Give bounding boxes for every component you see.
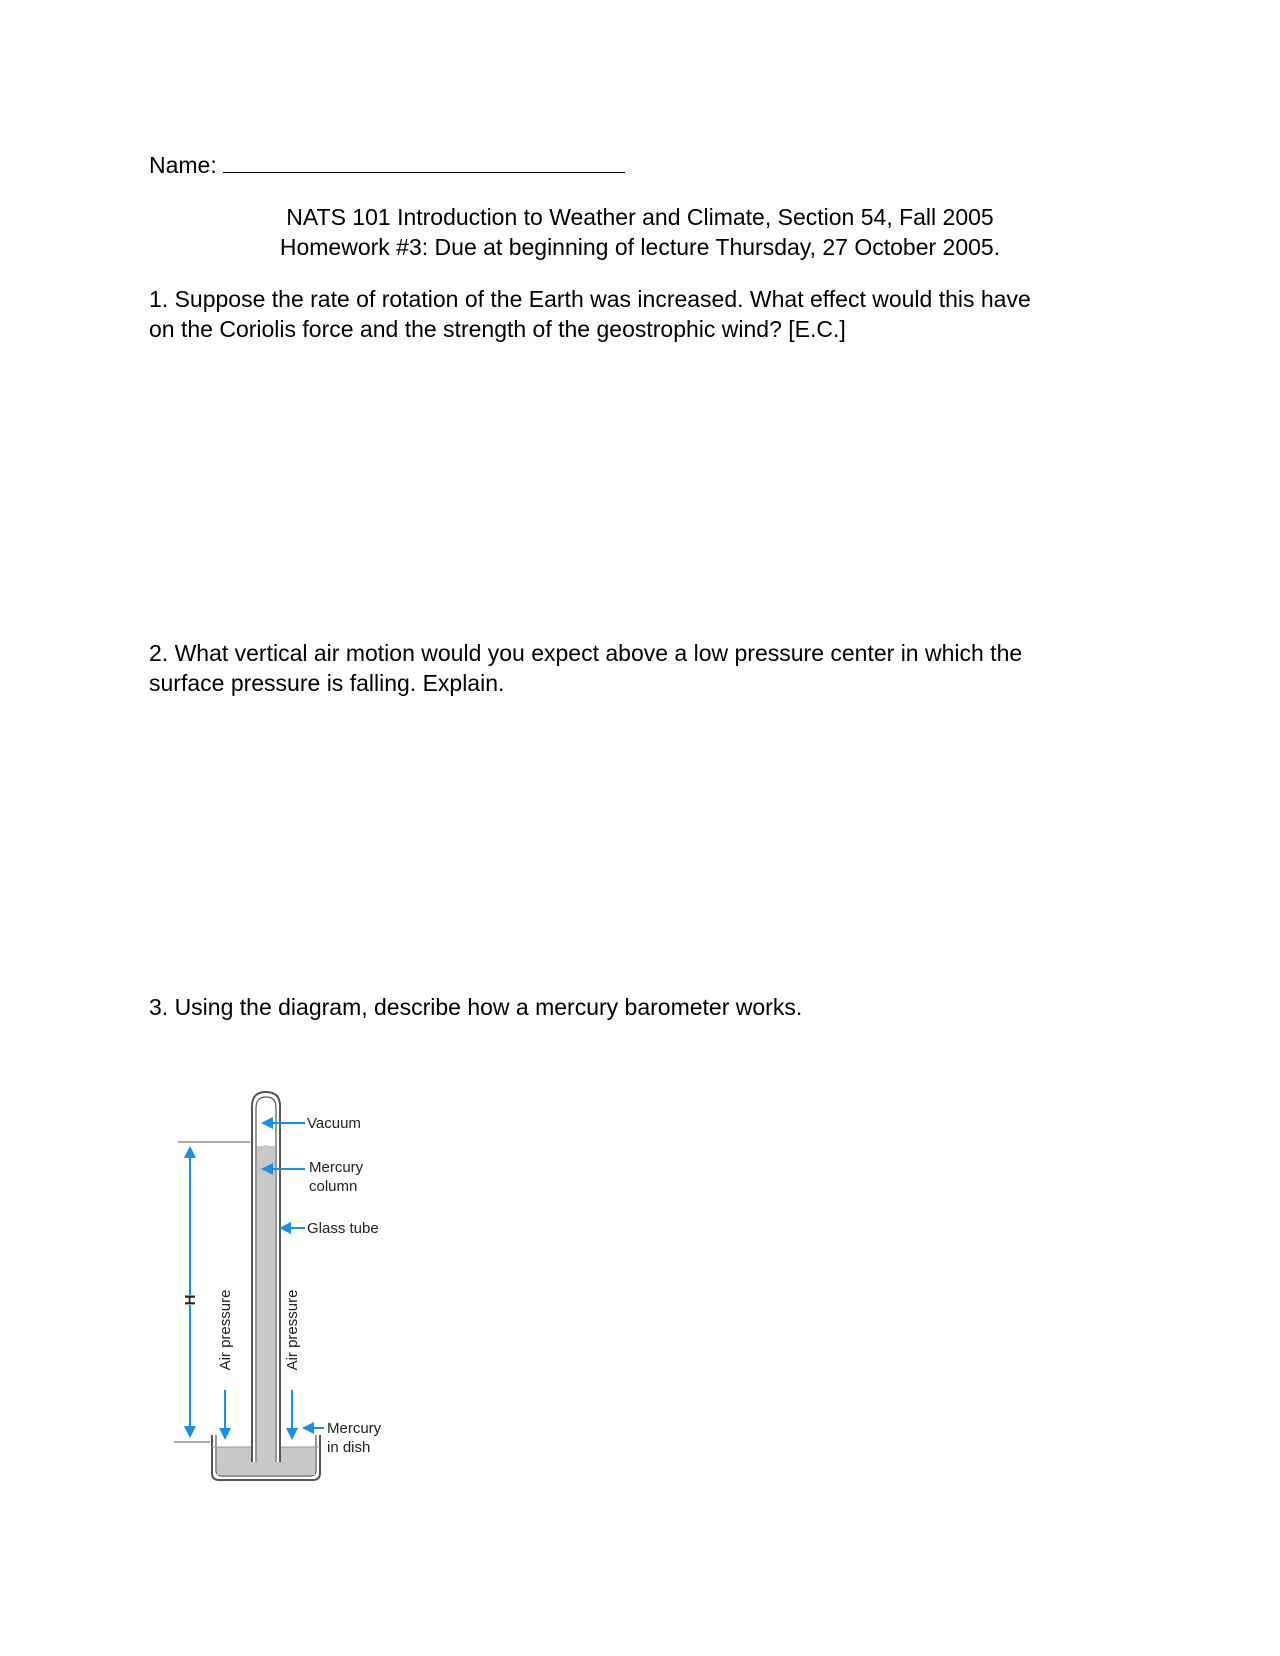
question-1-line-2: on the Coriolis force and the strength of the geostrophic wind? [E.C.]	[149, 316, 846, 342]
course-title: NATS 101 Introduction to Weather and Climate, Section 54, Fall 2005	[286, 204, 994, 230]
question-2-line-2: surface pressure is falling. Explain.	[149, 670, 505, 696]
mercury-column-label-line-1: Mercury	[309, 1159, 364, 1176]
document-header	[0, 202, 1280, 262]
question-1-line-1: 1. Suppose the rate of rotation of the Earth was increased. What effect would this have	[149, 286, 1031, 312]
question-3-line-1: 3. Using the diagram, describe how a mercury barometer works.	[149, 994, 803, 1020]
air-pressure-label-right: Air pressure	[284, 1289, 301, 1371]
mercury-dish-label-line-2: in dish	[327, 1439, 371, 1456]
air-pressure-label-left: Air pressure	[217, 1289, 234, 1371]
question-1	[149, 284, 1031, 344]
name-label: Name:	[149, 152, 217, 178]
vacuum-label: Vacuum	[307, 1115, 361, 1132]
name-blank-line[interactable]	[223, 148, 625, 173]
mercury-dish-label-line-1: Mercury	[327, 1420, 382, 1437]
question-2	[149, 638, 1022, 698]
name-field	[149, 148, 625, 180]
height-label: H	[182, 1294, 199, 1306]
mercury-column	[257, 1146, 275, 1462]
mercury-column-label-line-2: column	[309, 1178, 358, 1195]
question-2-line-1: 2. What vertical air motion would you expect above a low pressure center in which the	[149, 640, 1023, 666]
glass-tube-label: Glass tube	[307, 1220, 379, 1237]
homework-due-line: Homework #3: Due at beginning of lecture Thursday, 27 October 2005.	[279, 234, 1001, 260]
question-3	[149, 992, 802, 1022]
mercury-barometer-diagram	[170, 1090, 430, 1490]
